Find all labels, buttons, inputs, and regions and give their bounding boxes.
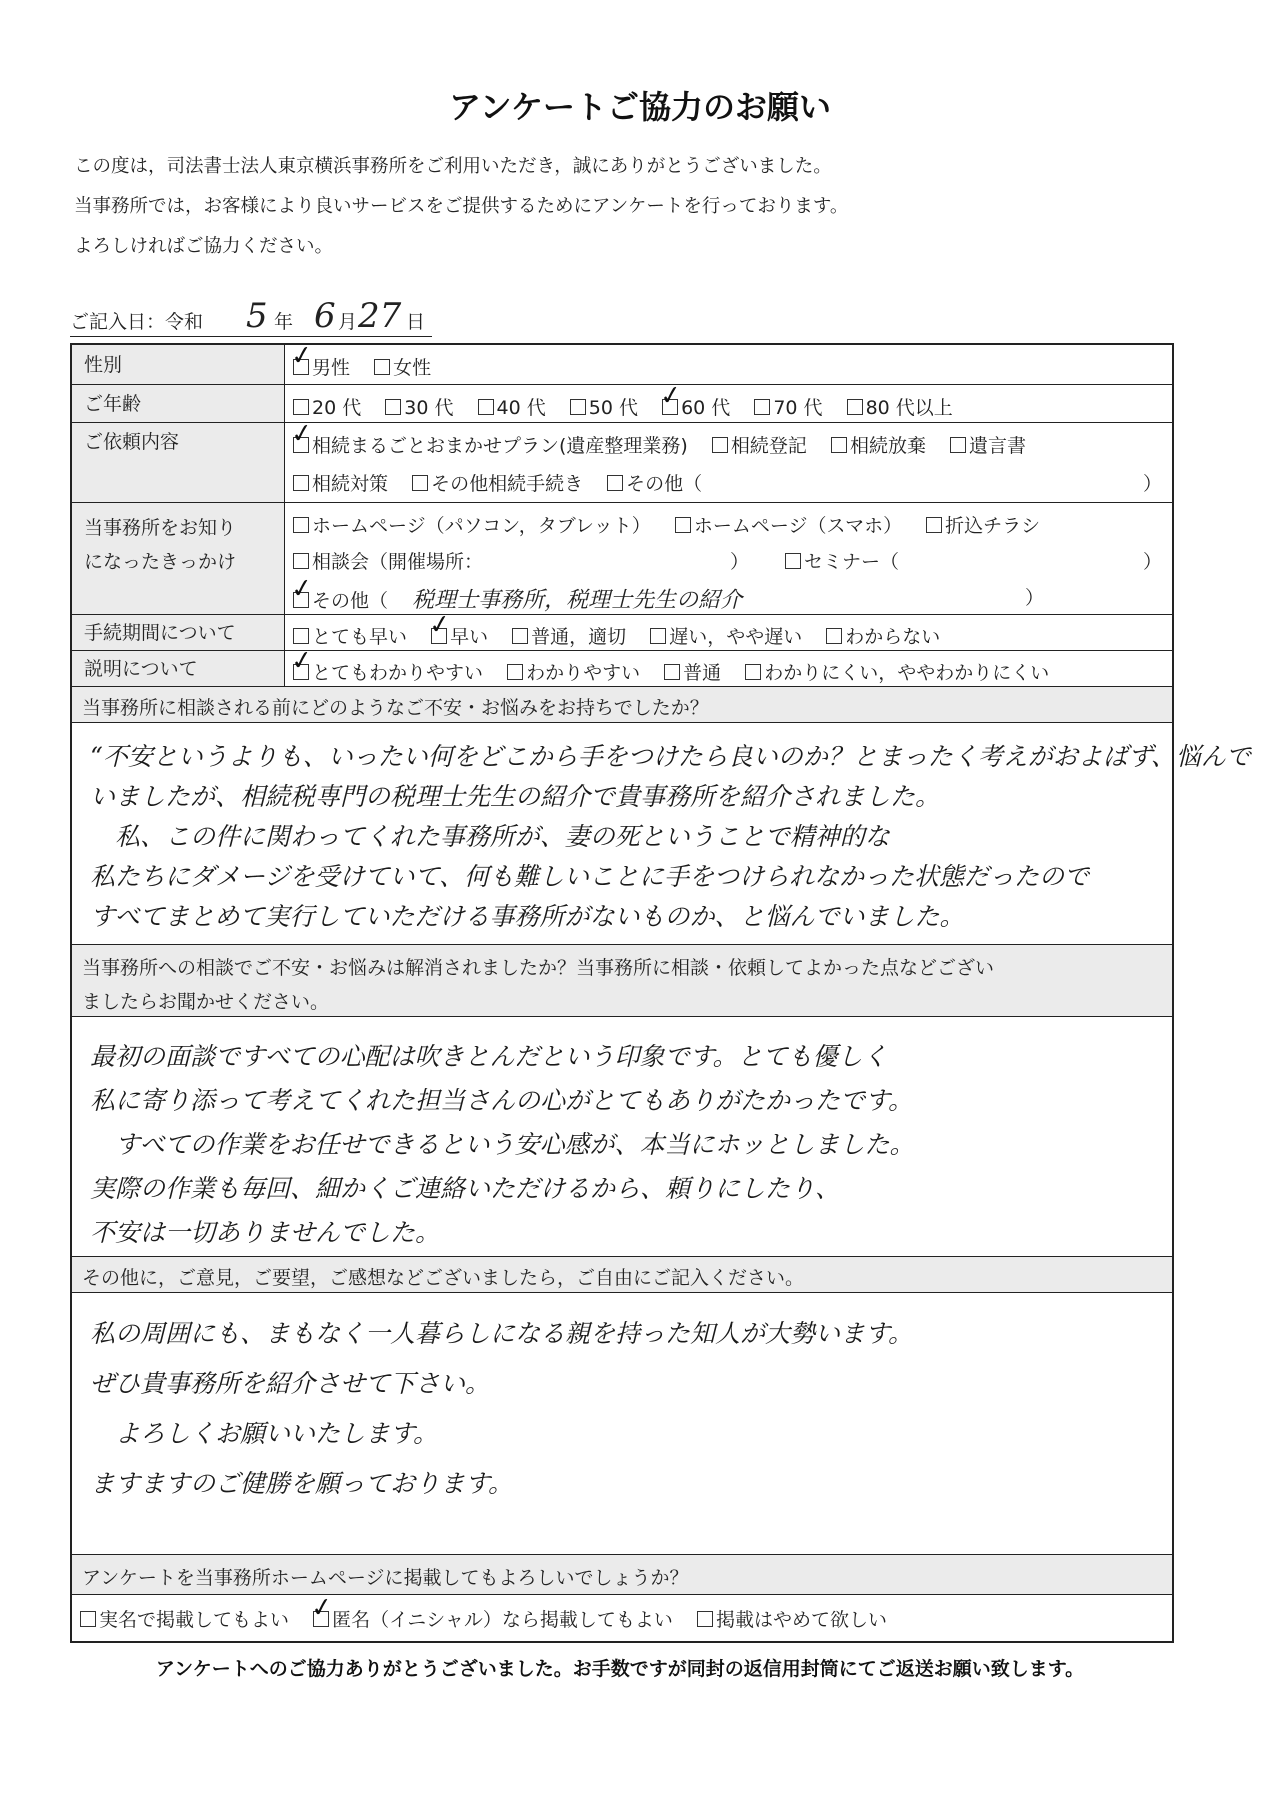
checkbox[interactable] xyxy=(650,628,666,644)
checkbox[interactable] xyxy=(385,399,401,415)
checkbox[interactable] xyxy=(697,1611,713,1627)
age-option-50s[interactable]: 50 代 xyxy=(570,393,638,420)
checkbox[interactable] xyxy=(293,553,309,569)
publish-question-row xyxy=(72,1555,1172,1595)
survey-form xyxy=(70,339,1251,1643)
entry-date-month-unit: 月 xyxy=(338,311,358,333)
age-option-70s[interactable]: 70 代 xyxy=(754,393,822,420)
check-mark-icon: ✓ xyxy=(289,417,315,451)
q3-answer-line: よろしくお願いいたします。 xyxy=(90,1419,439,1448)
q3-answer xyxy=(90,1309,1154,1509)
checkbox[interactable] xyxy=(664,664,680,680)
intro-line-2: 当事務所では，お客様により良いサービスをご提供するためにアンケートを行っております。 xyxy=(74,196,849,217)
q1-answer-line: “不安というよりも、いったい何をどこから手をつけたら良いのか？とまったく考えがおよばず、悩んで xyxy=(90,742,1251,771)
checkbox[interactable] xyxy=(80,1611,96,1627)
entry-date-day: 27 xyxy=(358,296,402,336)
checkbox[interactable] xyxy=(607,475,623,491)
gender-row xyxy=(72,339,1172,385)
q2-answer-row[interactable] xyxy=(72,1017,1172,1257)
entry-date-year: 5 xyxy=(246,296,268,336)
age-option-60s[interactable]: ✓ 60 代 xyxy=(658,379,731,419)
request-option-full-plan[interactable]: ✓ 相続まるごとおまかせプラン(遺産整理業務) xyxy=(289,417,688,457)
entry-date xyxy=(70,296,432,337)
q3-question: その他に，ご意見，ご要望，ご感想などございましたら，ご自由にご記入ください。 xyxy=(82,1267,805,1289)
explanation-option-clear[interactable]: わかりやすい xyxy=(507,658,640,685)
source-seminar-close: ） xyxy=(1142,551,1162,573)
q3-answer-line: ますますのご健勝を願っております。 xyxy=(90,1469,514,1498)
checkbox[interactable] xyxy=(847,399,863,415)
source-option-other[interactable]: ✓ その他（ xyxy=(289,572,389,612)
checkbox[interactable] xyxy=(950,437,966,453)
gender-option-male[interactable]: ✓ 男性 xyxy=(289,339,351,379)
request-option-registration[interactable]: 相続登記 xyxy=(712,431,807,458)
checkbox[interactable] xyxy=(374,359,390,375)
explanation-option-very-clear[interactable]: ✓ とてもわかりやすい xyxy=(289,644,484,684)
source-consultation-close: ） xyxy=(730,551,750,573)
request-option-other[interactable]: その他（ xyxy=(607,469,702,496)
period-row xyxy=(72,608,1172,651)
gender-label: 性別 xyxy=(72,345,285,384)
checkbox[interactable] xyxy=(754,399,770,415)
page-title: アンケートご協力のお願い xyxy=(448,88,832,126)
q1-question-row xyxy=(72,687,1172,723)
q3-answer-line: 私の周囲にも、まもなく一人暮らしになる親を持った知人が大勢います。 xyxy=(90,1319,914,1348)
q2-question-line-2: ましたらお聞かせください。 xyxy=(82,991,330,1013)
check-mark-icon: ✓ xyxy=(309,1591,335,1625)
intro-line-1: この度は，司法書士法人東京横浜事務所をご利用いただき，誠にありがとうございました。 xyxy=(74,156,832,177)
publish-option-anonymous[interactable]: ✓ 匿名（イニシャル）なら掲載してもよい xyxy=(309,1591,673,1631)
period-label: 手続期間について xyxy=(72,615,285,650)
q1-answer-line: 私、この件に関わってくれた事務所が、妻の死ということで精神的な xyxy=(90,822,890,851)
explanation-row xyxy=(72,644,1172,687)
explanation-label: 説明について xyxy=(72,651,285,686)
check-mark-icon: ✓ xyxy=(289,572,315,606)
checkbox[interactable] xyxy=(293,628,309,644)
request-other-close: ） xyxy=(1142,473,1162,495)
q2-answer-line: 実際の作業も毎回、細かくご連絡いただけるから、頼りにしたり、 xyxy=(90,1174,841,1203)
check-mark-icon: ✓ xyxy=(427,608,453,642)
q2-answer-line: 不安は一切ありませんでした。 xyxy=(90,1218,441,1247)
checkbox[interactable] xyxy=(712,437,728,453)
q3-answer-line: ぜひ貴事務所を紹介させて下さい。 xyxy=(90,1369,491,1398)
publish-question: アンケートを当事務所ホームページに掲載してもよろしいでしょうか？ xyxy=(82,1567,689,1589)
request-row xyxy=(72,417,1172,503)
age-option-80s-plus[interactable]: 80 代以上 xyxy=(847,393,953,420)
age-label: ご年齢 xyxy=(72,385,285,422)
source-option-homepage-pc[interactable]: ホームページ（パソコン，タブレット） xyxy=(293,511,651,538)
q1-answer-line: いましたが、相続税専門の税理士先生の紹介で貴事務所を紹介されました。 xyxy=(90,782,941,811)
explanation-option-normal[interactable]: 普通 xyxy=(664,658,721,685)
q2-question-row xyxy=(72,945,1172,1017)
publish-option-real-name[interactable]: 実名で掲載してもよい xyxy=(80,1605,289,1632)
intro-line-3: よろしければご協力ください。 xyxy=(74,236,334,257)
age-option-20s[interactable]: 20 代 xyxy=(293,393,361,420)
checkbox[interactable] xyxy=(512,628,528,644)
checkbox[interactable] xyxy=(293,475,309,491)
source-label-line-1: 当事務所をお知り xyxy=(84,517,237,539)
request-option-renunciation[interactable]: 相続放棄 xyxy=(831,431,926,458)
check-mark-icon: ✓ xyxy=(289,339,315,373)
checkbox[interactable] xyxy=(507,664,523,680)
period-option-fast[interactable]: ✓ 早い xyxy=(427,608,489,648)
source-other-close: ） xyxy=(1025,587,1045,609)
q1-answer-line: すべてまとめて実行していただける事務所がないものか、と悩んでいました。 xyxy=(90,902,965,931)
entry-date-day-unit: 日 xyxy=(406,311,426,333)
age-option-40s[interactable]: 40 代 xyxy=(478,393,546,420)
period-option-unknown[interactable]: わからない xyxy=(826,622,940,649)
period-option-slow[interactable]: 遅い，やや遅い xyxy=(650,622,802,649)
checkbox[interactable] xyxy=(412,475,428,491)
source-label xyxy=(72,503,285,614)
entry-date-year-unit: 年 xyxy=(274,311,294,333)
request-label: ご依頼内容 xyxy=(72,423,285,502)
q1-answer-row[interactable] xyxy=(72,723,1251,945)
q2-question xyxy=(82,951,994,1019)
entry-date-label: ご記入日：令和 xyxy=(70,311,204,333)
checkbox[interactable] xyxy=(675,517,691,533)
q2-answer-line: 最初の面談ですべての心配は吹きとんだという印象です。とても優しく xyxy=(90,1042,888,1071)
q2-answer-line: すべての作業をお任せできるという安心感が、本当にホッとしました。 xyxy=(90,1130,915,1159)
gender-option-female[interactable]: 女性 xyxy=(374,353,431,380)
q2-answer xyxy=(90,1035,1154,1255)
source-option-seminar[interactable]: セミナー（ xyxy=(785,547,899,574)
entry-date-month: 6 xyxy=(314,296,336,336)
publish-options-row xyxy=(72,1591,1172,1641)
checkbox[interactable] xyxy=(570,399,586,415)
explanation-option-unclear[interactable]: わかりにくい，ややわかりにくい xyxy=(745,658,1049,685)
q1-answer xyxy=(90,737,1251,937)
checkbox[interactable] xyxy=(831,437,847,453)
source-row xyxy=(72,503,1172,615)
source-label-line-2: になったきっかけ xyxy=(84,551,237,573)
source-other-value: 税理士事務所，税理士先生の紹介 xyxy=(412,588,743,613)
footer-thanks: アンケートへのご協力ありがとうございました。お手数ですが同封の返信用封筒にてご返送お願い致します。 xyxy=(155,1658,1085,1680)
checkbox[interactable] xyxy=(478,399,494,415)
checkbox[interactable] xyxy=(785,553,801,569)
checkbox[interactable] xyxy=(745,664,761,680)
request-option-other-procedures[interactable]: その他相続手続き xyxy=(412,469,583,496)
q2-question-line-1: 当事務所への相談でご不安・お悩みは解消されましたか？当事務所に相談・依頼してよかった点などござい xyxy=(82,957,995,979)
age-row xyxy=(72,379,1172,423)
q2-answer-line: 私に寄り添って考えてくれた担当さんの心がとてもありがたかったです。 xyxy=(90,1086,914,1115)
checkbox[interactable] xyxy=(293,399,309,415)
q1-answer-line: 私たちにダメージを受けていて、何も難しいことに手をつけられなかった状態だったので xyxy=(90,862,1090,891)
source-option-homepage-phone[interactable]: ホームページ（スマホ） xyxy=(675,511,902,538)
check-mark-icon: ✓ xyxy=(289,644,315,678)
source-option-consultation[interactable]: 相談会（開催場所： xyxy=(293,547,483,574)
period-option-normal[interactable]: 普通，適切 xyxy=(512,622,626,649)
age-option-30s[interactable]: 30 代 xyxy=(385,393,453,420)
request-option-will[interactable]: 遺言書 xyxy=(950,431,1026,458)
checkbox[interactable] xyxy=(826,628,842,644)
checkbox[interactable] xyxy=(926,517,942,533)
checkbox[interactable] xyxy=(293,517,309,533)
source-option-flyer[interactable]: 折込チラシ xyxy=(926,511,1040,538)
q3-answer-row[interactable] xyxy=(72,1293,1172,1555)
publish-option-decline[interactable]: 掲載はやめて欲しい xyxy=(697,1605,887,1632)
request-option-planning[interactable]: 相続対策 xyxy=(293,469,388,496)
q1-question: 当事務所に相談される前にどのようなご不安・お悩みをお持ちでしたか？ xyxy=(82,697,709,719)
q3-question-row xyxy=(72,1257,1172,1293)
period-option-very-fast[interactable]: とても早い xyxy=(293,622,407,649)
check-mark-icon: ✓ xyxy=(658,379,684,413)
